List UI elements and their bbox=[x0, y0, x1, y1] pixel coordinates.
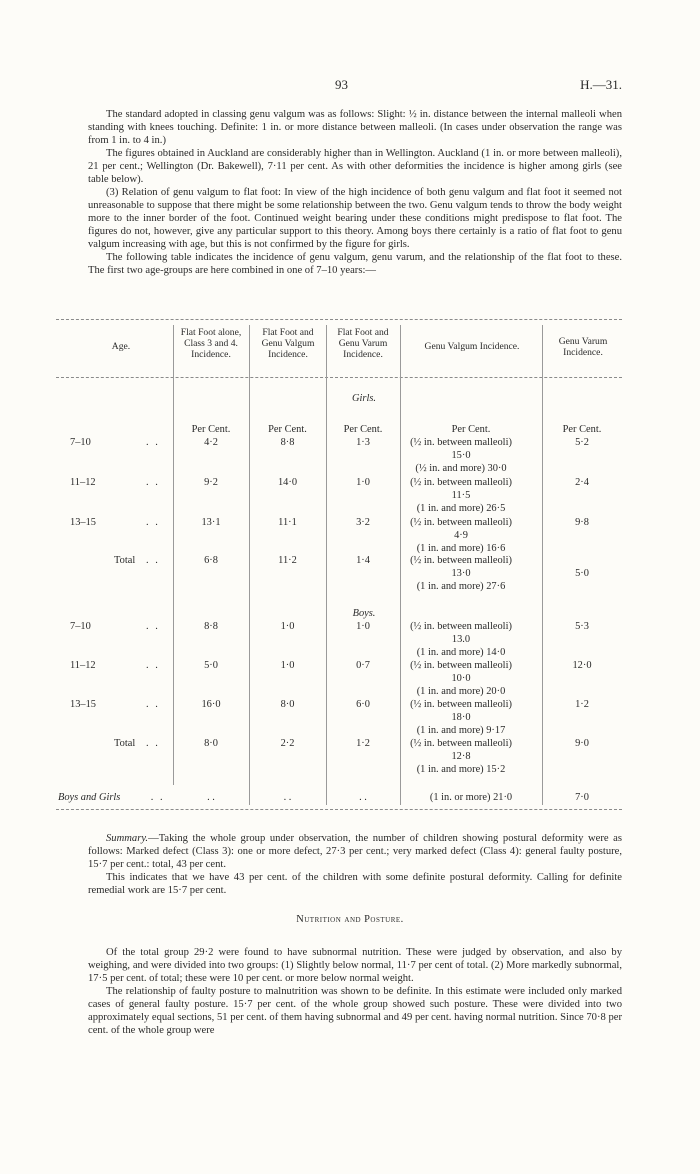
genu-valgum-line: (1 in. and more) 16·6 bbox=[416, 543, 506, 554]
genu-varum-value: 9·8 bbox=[575, 517, 589, 528]
genu-valgum-cell bbox=[396, 698, 526, 737]
age-cell: Total bbox=[114, 555, 136, 566]
col-header-ff-genu-varum: Flat Foot and Genu Varum Incidence. bbox=[337, 327, 389, 360]
ff-genu-valgum-value: 8·0 bbox=[280, 699, 295, 710]
flat-foot-value: 9·2 bbox=[204, 477, 218, 488]
ff-genu-valgum-value: 14·0 bbox=[277, 477, 298, 488]
unit-label: Per Cent. bbox=[562, 424, 602, 435]
flat-foot-value: 6·8 bbox=[204, 555, 218, 566]
ff-genu-varum-value: 1·4 bbox=[356, 555, 370, 566]
unit-label: Per Cent. bbox=[451, 424, 491, 435]
leader-dots: . . bbox=[151, 792, 165, 803]
paragraph: The standard adopted in classing genu valgum was as follows: Slight: ½ in. distance between the internal malleoli when standing with knees touching. Definite: 1 in. or more distance between malleoli. (In cases under observation the range was from 1 in. to 4 in.) bbox=[88, 109, 622, 146]
genu-valgum-line: (1 in. and more) 20·0 bbox=[416, 686, 506, 697]
leader-dots: . . bbox=[146, 517, 160, 528]
ff-genu-valgum-value: 8·8 bbox=[280, 437, 295, 448]
genu-valgum-line: 13.0 bbox=[451, 634, 471, 645]
genu-varum-value: 5·2 bbox=[575, 437, 589, 448]
genu-valgum-line: (½ in. between malleoli) bbox=[410, 477, 512, 488]
genu-valgum-cell bbox=[396, 436, 526, 475]
ff-genu-valgum-value: 2·2 bbox=[280, 738, 295, 749]
leader-dots: . . bbox=[146, 437, 160, 448]
section-title: Nutrition and Posture. bbox=[296, 914, 404, 925]
genu-valgum-cell bbox=[396, 620, 526, 659]
leader-dots: . . bbox=[146, 621, 160, 632]
genu-varum-value: 5·0 bbox=[575, 568, 589, 579]
ff-genu-varum-value: 1·0 bbox=[356, 621, 370, 632]
paragraph bbox=[88, 832, 622, 871]
genu-valgum-line: (½ in. between malleoli) bbox=[410, 437, 512, 448]
genu-varum-value: 9·0 bbox=[575, 738, 589, 749]
genu-valgum-line: 13·0 bbox=[451, 568, 471, 579]
col-header-genu-varum: Genu Varum Incidence. bbox=[558, 336, 608, 358]
intro-text bbox=[88, 108, 622, 277]
age-cell: 11–12 bbox=[70, 477, 96, 488]
genu-valgum-cell bbox=[396, 476, 526, 515]
genu-valgum-line: 12·8 bbox=[451, 751, 471, 762]
leader-dots: . . bbox=[146, 477, 160, 488]
genu-valgum-line: 10·0 bbox=[451, 673, 471, 684]
document-reference: H.—31. bbox=[580, 77, 622, 92]
genu-valgum-line: (½ in. between malleoli) bbox=[410, 517, 512, 528]
boys-section-label: Boys. bbox=[352, 608, 376, 619]
genu-valgum-line: (½ in. and more) 30·0 bbox=[415, 463, 507, 474]
leader-dots: . . bbox=[146, 660, 160, 671]
table-bottom-rule bbox=[56, 809, 622, 810]
unit-label: Per Cent. bbox=[191, 424, 231, 435]
genu-valgum-line: (½ in. between malleoli) bbox=[410, 660, 512, 671]
flat-foot-value: 5·0 bbox=[204, 660, 218, 671]
flat-foot-value: 16·0 bbox=[201, 699, 221, 710]
age-cell: 7–10 bbox=[70, 437, 91, 448]
age-cell: 13–15 bbox=[70, 699, 96, 710]
age-cell: 11–12 bbox=[70, 660, 96, 671]
genu-valgum-cell bbox=[396, 659, 526, 698]
ff-genu-varum-value: 1·0 bbox=[356, 477, 370, 488]
age-cell: Boys and Girls bbox=[58, 792, 121, 803]
col-header-flat-foot: Flat Foot alone, Class 3 and 4. Incidence. bbox=[180, 327, 242, 360]
genu-valgum-line: 4·9 bbox=[454, 530, 468, 541]
girls-section-label: Girls. bbox=[352, 393, 376, 404]
ff-genu-varum-value: 1·3 bbox=[356, 437, 370, 448]
genu-valgum-line: (½ in. between malleoli) bbox=[410, 555, 512, 566]
flat-foot-value: 4·2 bbox=[204, 437, 218, 448]
genu-valgum-line: 18·0 bbox=[451, 712, 471, 723]
flat-foot-value: . . bbox=[207, 792, 215, 803]
genu-valgum-line: (1 in. and more) 27·6 bbox=[416, 581, 506, 592]
ff-genu-valgum-value: 11·1 bbox=[278, 517, 297, 528]
unit-label: Per Cent. bbox=[268, 424, 307, 435]
genu-valgum-line: (½ in. between malleoli) bbox=[410, 621, 512, 632]
ff-genu-varum-value: . . bbox=[359, 792, 367, 803]
ff-genu-varum-value: 0·7 bbox=[356, 660, 370, 671]
genu-valgum-line: (1 in. and more) 14·0 bbox=[416, 647, 506, 658]
flat-foot-value: 8·8 bbox=[204, 621, 218, 632]
paragraph: The figures obtained in Auckland are considerably higher than in Wellington. Auckland (1 in. or more between malleoli), 21 per cent.; Wellington (Dr. Bakewell), 7·11 per cent. As with other deformities the incidence is higher among girls (see table below). bbox=[88, 148, 622, 185]
genu-valgum-line: (1 in. and more) 26·5 bbox=[416, 503, 506, 514]
genu-valgum-line: (½ in. between malleoli) bbox=[410, 699, 512, 710]
ff-genu-valgum-value: 1·0 bbox=[280, 621, 295, 632]
age-cell: 7–10 bbox=[70, 621, 91, 632]
genu-valgum-cell bbox=[396, 554, 526, 593]
unit-label: Per Cent. bbox=[343, 424, 383, 435]
paragraph: This indicates that we have 43 per cent. of the children with some definite postural deformity. Calling for definite remedial work are 15·7 per cent. bbox=[88, 872, 622, 896]
genu-valgum-line: 15·0 bbox=[451, 450, 471, 461]
genu-valgum-line: (1 in. and more) 9·17 bbox=[416, 725, 506, 736]
genu-varum-value: 7·0 bbox=[575, 792, 589, 803]
paragraph: The following table indicates the incidence of genu valgum, genu varum, and the relationship of the flat foot to these. The first two age-groups are here combined in one of 7–10 years:— bbox=[88, 252, 622, 276]
page-header bbox=[0, 77, 700, 97]
paragraph: (3) Relation of genu valgum to flat foot: In view of the high incidence of both genu valgum and flat foot it seemed not unreasonable to suppose that there might be some relationship between the two. Genu valgum tends to throw the body weight more to the inner border of the foot. Continued weight bearing under these conditions might predispose to flat foot. The figures do not, however, give any particular support to this theory. Among boys there certainly is a ratio of flat foot to genu valgum increasing with age, but this is not confirmed by the figure for girls. bbox=[88, 187, 622, 250]
genu-varum-value: 12·0 bbox=[572, 660, 592, 671]
genu-valgum-cell bbox=[396, 516, 526, 555]
ff-genu-valgum-value: 1·0 bbox=[280, 660, 295, 671]
genu-valgum-value: (1 in. or more) 21·0 bbox=[429, 792, 513, 803]
ff-genu-valgum-value: . . bbox=[283, 792, 292, 803]
leader-dots: . . bbox=[146, 699, 160, 710]
column-divider bbox=[542, 325, 543, 805]
genu-varum-value: 1·2 bbox=[575, 699, 589, 710]
col-header-age: Age. bbox=[111, 341, 131, 352]
genu-varum-value: 5·3 bbox=[575, 621, 589, 632]
ff-genu-valgum-value: 11·2 bbox=[278, 555, 297, 566]
summary-lead: Summary. bbox=[106, 833, 149, 844]
ff-genu-varum-value: 3·2 bbox=[356, 517, 370, 528]
genu-varum-value: 2·4 bbox=[575, 477, 589, 488]
leader-dots: . . bbox=[146, 555, 160, 566]
table-header-rule bbox=[56, 377, 622, 378]
col-header-genu-valgum: Genu Valgum Incidence. bbox=[424, 341, 520, 352]
leader-dots: . . bbox=[146, 738, 160, 749]
table-top-rule bbox=[56, 319, 622, 320]
col-header-ff-genu-valgum: Flat Foot and Genu Valgum Incidence. bbox=[261, 327, 315, 360]
nutrition-text bbox=[88, 946, 622, 1037]
age-cell: Total bbox=[114, 738, 136, 749]
genu-valgum-line: (1 in. and more) 15·2 bbox=[416, 764, 506, 775]
genu-valgum-line: 11·5 bbox=[451, 490, 471, 501]
summary-text bbox=[88, 832, 622, 897]
genu-valgum-cell bbox=[396, 737, 526, 776]
paragraph: The relationship of faulty posture to malnutrition was shown to be definite. In this estimate were included only marked cases of general faulty posture. 15·7 per cent. of the whole group showed such posture. These were divided into two approximately equal sections, 51 per cent. of them having subnormal and 49 per cent. having normal nutrition. Since 70·8 per cent. of the whole group were bbox=[88, 986, 622, 1036]
flat-foot-value: 8·0 bbox=[204, 738, 218, 749]
ff-genu-varum-value: 1·2 bbox=[356, 738, 370, 749]
incidence-table bbox=[56, 319, 622, 811]
age-cell: 13–15 bbox=[70, 517, 96, 528]
paragraph: Of the total group 29·2 were found to have subnormal nutrition. These were judged by observation, and also by weighing, and were divided into two groups: (1) Slightly below normal, 11·7 per cent of total. (2) More markedly subnormal, 17·5 per cent. of total; these were 10 per cent. or more below normal weight. bbox=[88, 947, 622, 984]
page-number: 93 bbox=[335, 77, 348, 92]
summary-body: —Taking the whole group under observation, the number of children showing postural deformity were as follows: Marked defect (Class 3): one or more defect, 27·3 per cent.; very marked defect (Class 4): general faulty posture, 15·7 per cent.: total, 43 per cent. bbox=[88, 833, 622, 870]
flat-foot-value: 13·1 bbox=[201, 517, 221, 528]
ff-genu-varum-value: 6·0 bbox=[356, 699, 370, 710]
genu-valgum-line: (½ in. between malleoli) bbox=[410, 738, 512, 749]
